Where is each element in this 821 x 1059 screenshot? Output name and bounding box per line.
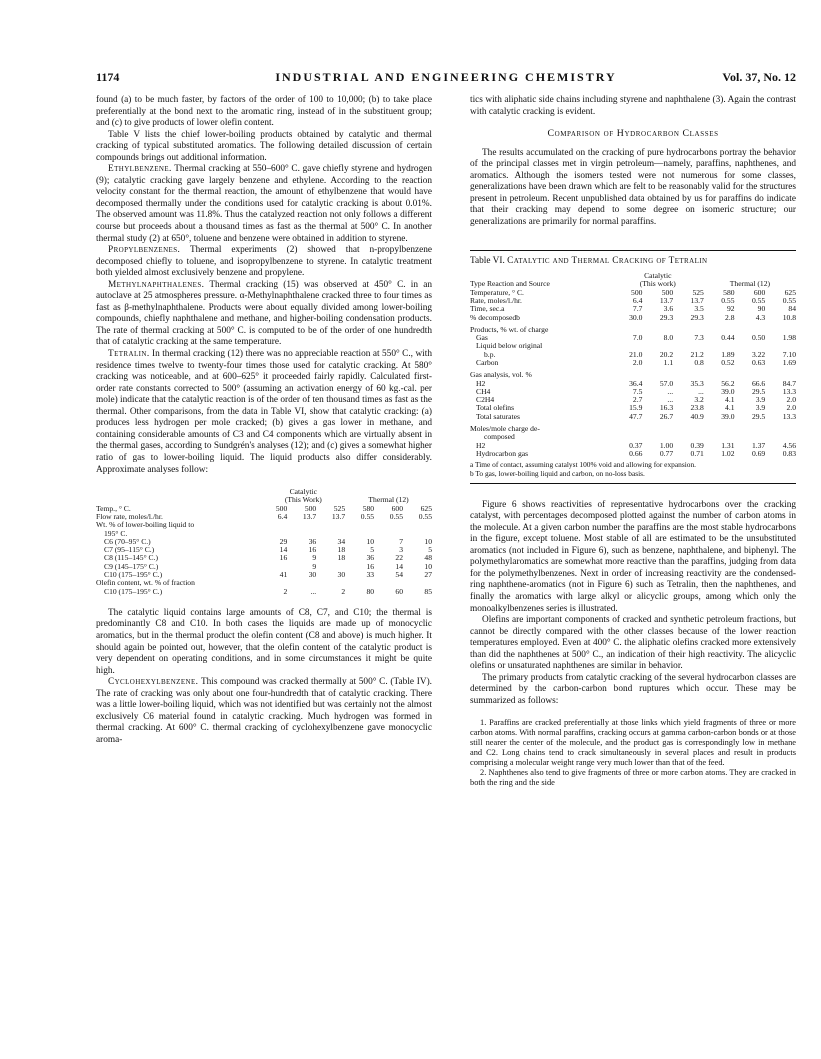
run-in-head: Ethylbenzene. <box>108 164 172 175</box>
thermal-cell: 4.3 <box>755 312 766 322</box>
catalytic-cell: 0.8 <box>694 357 704 367</box>
catalytic-cell: 20.2 <box>659 349 674 359</box>
catalytic-cell: 0.37 <box>629 440 643 450</box>
catalytic-cell: 13.7 <box>659 295 674 305</box>
catalytic-cell: 16.3 <box>659 403 674 413</box>
section-heading: Comparison of Hydrocarbon Classes <box>547 128 719 140</box>
table-row <box>470 359 796 367</box>
thermal-cell: 1.89 <box>721 349 735 359</box>
list-item: 2. Naphthenes also tend to give fragments of three or more carbon atoms. They are cracked in both the ring and the side <box>470 767 796 788</box>
table-row <box>96 588 432 596</box>
table-caption: Catalytic and Thermal Cracking of Tetralin <box>507 256 708 267</box>
row-label: % decomposedb <box>470 312 520 322</box>
row-label: Hydrocarbon gas <box>476 448 529 458</box>
catalytic-cell: 3.6 <box>663 304 674 314</box>
row-label: Flow rate, moles/l./hr. <box>96 511 163 521</box>
catalytic-cell: 13.7 <box>690 295 704 305</box>
thermal-cell: 0.55 <box>721 295 735 305</box>
catalytic-cell: 3.5 <box>694 304 704 314</box>
numbered-list <box>470 718 796 789</box>
thermal-cell: 600 <box>391 503 404 513</box>
row-label: b.p. <box>484 349 496 359</box>
catalytic-cell: 34 <box>337 536 346 546</box>
row-label: Wt. % of lower-boiling liquid to <box>96 520 195 530</box>
catalytic-cell <box>642 367 673 379</box>
catalytic-cell: 23.8 <box>690 403 704 413</box>
catalytic-cell: 3.2 <box>694 395 704 405</box>
thermal-cell: 625 <box>784 287 796 297</box>
catalytic-cell: 7.3 <box>694 333 704 343</box>
thermal-cell: 85 <box>424 586 432 596</box>
tetralin-table <box>470 272 796 484</box>
catalytic-cell <box>673 421 704 433</box>
thermal-cell <box>374 521 403 529</box>
catalytic-cell: 29.3 <box>690 312 704 322</box>
catalytic-cell: 9 <box>312 553 317 563</box>
thermal-cell: 39.0 <box>721 386 735 396</box>
catalytic-cell: 21.2 <box>690 349 704 359</box>
running-header <box>96 70 796 86</box>
catalytic-cell: 0.39 <box>690 440 704 450</box>
thermal-cell <box>765 421 796 433</box>
thermal-cell: 13.3 <box>782 411 796 421</box>
column-group-catalytic: Catalytic <box>289 487 318 497</box>
catalytic-cell: 16 <box>308 545 317 555</box>
thermal-cell: 54 <box>395 570 404 580</box>
catalytic-cell: 35.3 <box>690 378 704 388</box>
thermal-cell: 14 <box>395 561 404 571</box>
thermal-cell: 0.55 <box>418 511 432 521</box>
catalytic-cell <box>262 521 288 529</box>
thermal-cell: 0.55 <box>751 295 766 305</box>
thermal-cell: 80 <box>366 586 375 596</box>
catalytic-cell: 14 <box>279 545 288 555</box>
row-label: Total olefins <box>476 403 515 413</box>
row-label: C10 (175–195° C.) <box>104 570 163 580</box>
run-in-head: Methylnaphthalenes. <box>108 279 205 290</box>
paragraph: Table V lists the chief lower-boiling products obtained by catalytic and thermal cracking of typical substituted aromatics. The following detailed discussion of certain compounds brings out additional information. <box>96 129 432 163</box>
paragraph: Olefins are important components of cracked and synthetic petroleum fractions, but cannot be directly compared with the other classes because of the lower reaction temperatures employed. Even at 400° C. the aliphatic olefins cracked more extensively than did the naphthenes at 500° C., an indication of their high reactivity. The alicyclic olefins or unsaturated naphthenes are similar in behavior. <box>470 615 796 672</box>
paragraph: found (a) to be much faster, by factors of the order of 100 to 10,000; (b) to take place preferentially at the bond next to the aromatic ring, instead of in the substituent group; and (c) to give products of lower olefin content. <box>96 95 432 129</box>
thermal-cell: 56.2 <box>721 378 735 388</box>
thermal-cell: 27 <box>424 570 432 580</box>
thermal-cell <box>735 421 766 433</box>
thermal-cell: 4.1 <box>725 395 735 405</box>
row-label: Carbon <box>476 357 499 367</box>
thermal-cell <box>765 367 796 379</box>
catalytic-cell: 0.77 <box>659 448 674 458</box>
catalytic-cell <box>612 367 643 379</box>
column-group-thermal: Thermal (12) <box>368 495 409 505</box>
row-label: Gas analysis, vol. % <box>470 370 532 380</box>
thermal-cell: 10 <box>424 561 432 571</box>
paragraph <box>96 280 432 349</box>
run-in-head: Tetralin. <box>108 349 150 360</box>
thermal-cell: 1.02 <box>721 448 735 458</box>
paragraph <box>96 245 432 280</box>
table-row <box>470 314 796 322</box>
paragraph-text: In thermal cracking (12) there was no appreciable reaction at 550° C., with residence times twelve to twenty-four times those used for catalytic cracking. At 580° cracking was noticeable, and at 600–625° it proceeded fairly rapidly. Calculated first-order rate constants corrected to 500° (assuming an activation energy of 60 kg.-cal. per mole) indicate that the catalytic reaction is of the order of ten thousand times as fast as the thermal. Other comparisons, from the data in Table VI, show that catalytic cracking: (a) produces less hydrogen per mole cracked; (b) gives a gas lower in methane, and containing considerable amounts of C3 and C4 components which are virtually absent in the thermal gases, according to Sundgrén's analyses (12); and (c) gives a somewhat higher ratio of gas to lower-boiling liquid. The liquid products also differ considerably. Approximate analyses follow: <box>96 349 432 475</box>
journal-title: INDUSTRIAL AND ENGINEERING CHEMISTRY <box>275 70 617 84</box>
thermal-cell <box>735 367 766 379</box>
thermal-cell: 3 <box>399 545 404 555</box>
row-label: Moles/mole charge de- <box>470 424 540 434</box>
paragraph: The primary products from catalytic cracking of the several hydrocarbon classes are determined by the carbon-carbon bond ruptures which occur. These may be summarized as follows: <box>470 672 796 706</box>
row-label: H2 <box>476 440 486 450</box>
row-label: C6 (70–95° C.) <box>104 536 151 546</box>
run-in-head: Cyclohexylbenzene. <box>108 677 199 688</box>
row-label: Temperature, ° C. <box>470 287 524 297</box>
thermal-cell: 48 <box>424 553 432 563</box>
row-label: Products, % wt. of charge <box>470 324 549 334</box>
row-label: Liquid below original <box>476 341 543 351</box>
thermal-cell: 29.5 <box>751 411 766 421</box>
paragraph-text: Thermal cracking (15) was observed at 450° C. in an autoclave at 25 atmospheres pressure. α-Methylnaphthalene cracked three to four times as fast as β-methylnaphthalene. Products were about equally divided among lower-boiling compounds, chiefly naphthalene and methane, and higher-boiling condensation products. The rate of thermal cracking at 500° C. is computed to be of the order of one hundredth that of catalytic cracking at the same temperature. <box>96 279 432 348</box>
catalytic-cell: 36.4 <box>629 378 643 388</box>
catalytic-cell: 26.7 <box>659 411 674 421</box>
catalytic-cell: 500 <box>661 287 674 297</box>
catalytic-cell: 500 <box>304 503 317 513</box>
catalytic-cell: 1.00 <box>659 440 674 450</box>
table <box>470 272 796 458</box>
catalytic-cell: 13.7 <box>331 511 346 521</box>
catalytic-cell: 18 <box>337 553 346 563</box>
catalytic-cell: 7.5 <box>632 386 643 396</box>
thermal-cell: 0.55 <box>782 295 796 305</box>
catalytic-cell <box>612 421 643 433</box>
table-row <box>470 367 796 379</box>
paragraph <box>96 349 432 476</box>
thermal-cell: 92 <box>726 304 735 314</box>
thermal-cell: 0.55 <box>389 511 404 521</box>
catalytic-cell: 2 <box>283 586 288 596</box>
row-label: Time, sec.a <box>470 304 505 314</box>
row-label: C7 (95–115° C.) <box>104 545 155 555</box>
catalytic-cell: 8.0 <box>663 333 674 343</box>
paragraph <box>96 164 432 245</box>
volume-issue: Vol. 37, No. 12 <box>722 70 796 84</box>
footnote-b: b To gas, lower-boiling liquid and carbon, on no-loss basis. <box>470 469 645 479</box>
paragraph: The catalytic liquid contains large amounts of C8, C7, and C10; the thermal is predominantly C8 and C10. In both cases the liquids are made up of monocyclic aromatics, but in the thermal product the olefin content (C8 and above) is much higher. It should again be pointed out, however, that the olefin content of the catalytic product is very dependent on operating conditions, and in some circumstances it might be quite high. <box>96 607 432 676</box>
thermal-cell: 2.0 <box>786 403 796 413</box>
catalytic-cell: 18 <box>337 545 346 555</box>
catalytic-cell: ... <box>698 386 704 396</box>
row-label: Total saturates <box>476 411 520 421</box>
left-column <box>96 95 432 746</box>
list-item: 1. Paraffins are cracked preferentially at those links which yield fragments of three or more carbon atoms. With normal paraffins, cracking occurs at gamma carbon-carbon bonds or at those still nearer the center of the molecule, and the product gas is correspondingly low in methane and C2. Long chains tend to crack simultaneously in several places and result in products comprising a molecular weight range very much lower than that of the feed. <box>470 717 796 767</box>
catalytic-cell <box>642 421 673 433</box>
catalytic-cell: 30.0 <box>629 312 643 322</box>
row-label: C10 (175–195° C.) <box>104 586 163 596</box>
thermal-cell: 16 <box>366 561 375 571</box>
catalytic-cell: 500 <box>275 503 288 513</box>
row-label: composed <box>484 432 515 442</box>
thermal-cell: 10 <box>424 536 432 546</box>
paragraph: tics with aliphatic side chains including styrene and naphthalene (3). Again the contrast with catalytic cracking is evident. <box>470 95 796 117</box>
paragraph-text: Thermal cracking at 550–600° C. gave chiefly styrene and hydrogen (9); catalytic cracking gave largely benzene and ethylene. According to the reaction velocity constant for the thermal reaction, the amount of ethylbenzene that would have decomposed thermally under the conditions used for catalytic cracking is about 0.01%. The observed amount was 11.8%. Thus the catalyzed reaction not only follows a different course but proceeds about a thousand times as fast as the thermal at 500° C. In another thermal study (2) at 650°, toluene and benzene were obtained in addition to styrene. <box>96 164 432 244</box>
thermal-cell: 33 <box>366 570 375 580</box>
catalytic-cell: 29.3 <box>659 312 674 322</box>
thermal-cell: 10.8 <box>782 312 796 322</box>
thermal-cell: 5 <box>428 545 432 555</box>
row-label: Olefin content, wt. % of fraction <box>96 578 195 588</box>
row-label: Temp., ° C. <box>96 503 131 513</box>
liquid-analysis-table <box>96 488 432 596</box>
table-title <box>470 250 796 268</box>
row-label: C9 (145–175° C.) <box>104 561 159 571</box>
catalytic-cell: 525 <box>333 503 346 513</box>
row-label: C8 (115–145° C.) <box>104 553 159 563</box>
catalytic-cell: 2 <box>341 586 346 596</box>
thermal-cell: 0.83 <box>782 448 796 458</box>
catalytic-cell: 36 <box>308 536 317 546</box>
thermal-cell: 625 <box>420 503 432 513</box>
catalytic-cell: 2.7 <box>632 395 643 405</box>
row-label: Gas <box>476 333 488 343</box>
thermal-cell: 0.44 <box>721 333 735 343</box>
catalytic-cell: 0.71 <box>690 448 704 458</box>
catalytic-cell: 29 <box>279 536 288 546</box>
catalytic-cell: 13.7 <box>302 511 317 521</box>
catalytic-cell: 15.9 <box>629 403 643 413</box>
right-column <box>470 95 796 788</box>
catalytic-cell: 40.9 <box>690 411 704 421</box>
thermal-cell: 1.98 <box>782 333 796 343</box>
thermal-cell: 90 <box>757 304 766 314</box>
thermal-cell: 1.31 <box>721 440 735 450</box>
column-group-thermal: Thermal (12) <box>729 279 771 289</box>
paragraph: The results accumulated on the cracking of pure hydrocarbons portray the behavior of the principal classes met in virgin petroleum—namely, paraffins, naphthenes, and aromatics. Although the isomers tested were not numerous for some classes, generalizations have been drawn which are felt to be reasonably valid for the structures present in petroleum. Recent unpublished data obtained by us for paraffins do indicate that their cracking may depend to some degree on isomeric structure; our generalizations are primarily for normal paraffins. <box>470 147 796 227</box>
row-label: C2H4 <box>476 395 495 405</box>
thermal-cell <box>345 521 374 529</box>
paragraph: Figure 6 shows reactivities of representative hydrocarbons over the cracking catalyst, with percentages decomposed plotted against the number of carbon atoms in the molecule. At a given carbon number the paraffins are the most stable hydrocarbons in the figure, except toluene. Most stable of all are estimated to be the unsubstituted aromatics (not included in Figure 6), such as benzene, naphthalene, and biphenyl. The polymethylaromatics are somewhat more reactive than the paraffins, judging from data for the polymethylbenzenes. Next in order of increasing reactivity are the condensed-ring naphthene-aromatics (not in Figure 6) such as Tetralin, then the naphthenes, and finally the aromatics with large alkyl or alicyclic groups, among which only the monoalkylbenzenes series is illustrated. <box>470 499 796 614</box>
catalytic-cell: 57.0 <box>659 378 674 388</box>
catalytic-cell: 2.0 <box>632 357 643 367</box>
catalytic-cell: 47.7 <box>629 411 643 421</box>
catalytic-cell: 6.4 <box>632 295 643 305</box>
column-group-catalytic-source: (This Work) <box>284 495 322 505</box>
row-label: CH4 <box>476 386 491 396</box>
row-label: 195° C. <box>104 528 128 538</box>
thermal-cell <box>704 421 735 433</box>
catalytic-cell <box>673 367 704 379</box>
catalytic-cell: 30 <box>337 570 346 580</box>
thermal-cell: 1.69 <box>782 357 796 367</box>
thermal-cell: 600 <box>753 287 766 297</box>
table-number: Table VI. <box>470 256 505 267</box>
table-row <box>470 421 796 433</box>
catalytic-cell: 21.0 <box>629 349 643 359</box>
thermal-cell: 7 <box>399 536 404 546</box>
table <box>96 488 432 596</box>
catalytic-cell: ... <box>667 395 674 405</box>
table-row <box>96 521 432 529</box>
thermal-cell: 0.63 <box>751 357 766 367</box>
column-group-catalytic: Catalytic <box>644 271 672 281</box>
thermal-cell: 2.8 <box>725 312 735 322</box>
catalytic-cell: 30 <box>308 570 317 580</box>
catalytic-cell: 525 <box>692 287 704 297</box>
paragraph-text: This compound was cracked thermally at 500° C. (Table IV). The rate of cracking was only about one four-hundredth that of catalytic cracking. There was a little lower-boiling liquid, which was not identified but was certainly not the almost exclusively C6 material found in catalytic cracking. Much hydrogen was formed in thermal cracking. At 600° C. thermal cracking of cyclohexylbenzene gave monocyclic aroma- <box>96 677 432 745</box>
catalytic-cell: 0.66 <box>629 448 643 458</box>
row-label: H2 <box>476 378 486 388</box>
footnote-a: a Time of contact, assuming catalyst 100% void and allowing for expansion. <box>470 460 696 470</box>
thermal-cell: 60 <box>395 586 404 596</box>
thermal-cell: 5 <box>370 545 375 555</box>
catalytic-cell: 500 <box>631 287 643 297</box>
thermal-cell: 84.7 <box>782 378 796 388</box>
catalytic-cell <box>316 521 345 529</box>
thermal-cell: 0.69 <box>751 448 766 458</box>
page-number: 1174 <box>96 70 120 84</box>
thermal-cell: 3.9 <box>755 403 766 413</box>
thermal-cell: 2.0 <box>786 395 796 405</box>
thermal-cell: 29.5 <box>751 386 766 396</box>
thermal-cell: 4.56 <box>782 440 796 450</box>
thermal-cell <box>704 367 735 379</box>
thermal-cell: 10 <box>366 536 375 546</box>
thermal-cell: 0.52 <box>721 357 735 367</box>
thermal-cell: 1.37 <box>751 440 766 450</box>
thermal-cell: 580 <box>723 287 735 297</box>
thermal-cell: 0.50 <box>751 333 766 343</box>
thermal-cell: 36 <box>366 553 375 563</box>
catalytic-cell: ... <box>310 586 317 596</box>
thermal-cell: 580 <box>362 503 375 513</box>
thermal-cell: 3.22 <box>751 349 766 359</box>
paragraph-text: Thermal experiments (2) showed that n-propylbenzene decomposed chiefly to toluene, and isopropylbenzene to styrene. In catalytic treatment both yielded almost exclusively benzene and propylene. <box>96 245 432 279</box>
thermal-cell: 7.10 <box>782 349 796 359</box>
catalytic-cell: 6.4 <box>277 511 288 521</box>
column-header-source: Type Reaction and Source <box>470 279 550 289</box>
row-label: Rate, moles/l./hr. <box>470 295 522 305</box>
thermal-cell: 39.0 <box>721 411 735 421</box>
thermal-cell <box>403 521 432 529</box>
paragraph <box>96 677 432 746</box>
thermal-cell: 84 <box>788 304 796 314</box>
thermal-cell: 13.3 <box>782 386 796 396</box>
run-in-head: Propylbenzenes. <box>108 245 181 256</box>
column-group-catalytic-source: (This work) <box>639 279 676 289</box>
catalytic-cell: 7.7 <box>632 304 643 314</box>
thermal-cell: 22 <box>395 553 404 563</box>
catalytic-cell: 16 <box>279 553 288 563</box>
catalytic-cell: 7.0 <box>632 333 643 343</box>
thermal-cell: 4.1 <box>725 403 735 413</box>
thermal-cell: 0.55 <box>360 511 375 521</box>
catalytic-cell <box>287 521 316 529</box>
catalytic-cell: 9 <box>312 561 317 571</box>
catalytic-cell: 1.1 <box>663 357 674 367</box>
table-row <box>470 413 796 421</box>
catalytic-cell: 41 <box>279 570 288 580</box>
thermal-cell: 3.9 <box>755 395 766 405</box>
table-row <box>470 450 796 458</box>
catalytic-cell: ... <box>667 386 674 396</box>
thermal-cell: 66.6 <box>751 378 766 388</box>
